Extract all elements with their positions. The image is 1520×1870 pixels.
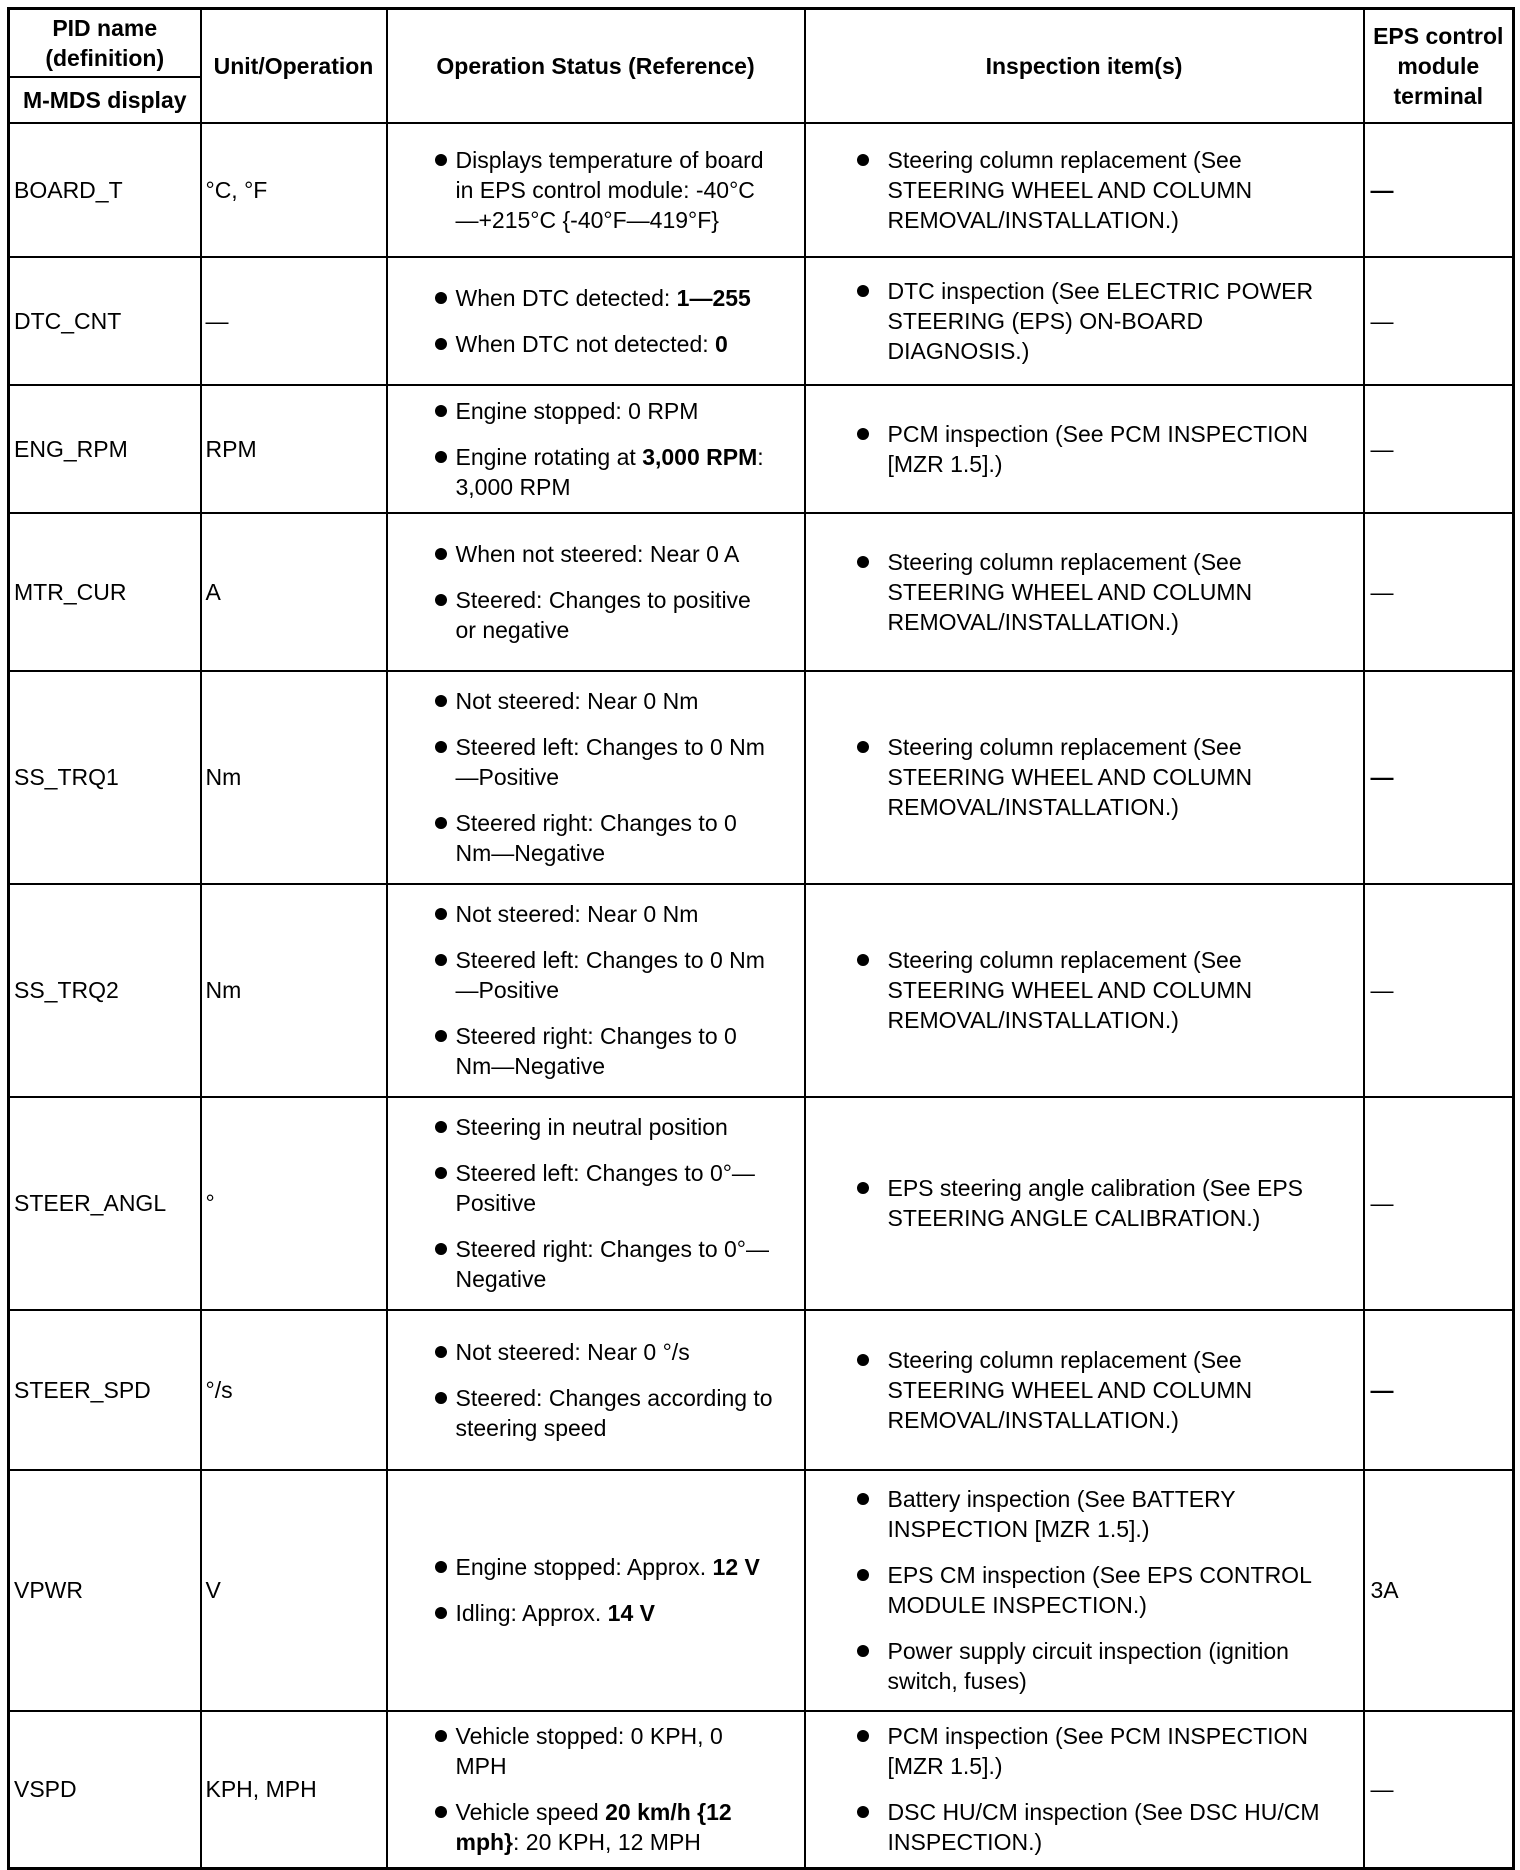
- operation-status-cell: [387, 385, 805, 513]
- operation-status-cell: [387, 1310, 805, 1470]
- status-item: [426, 1721, 776, 1781]
- terminal-cell: —: [1364, 385, 1514, 513]
- header-status: Operation Status (Reference): [387, 9, 805, 123]
- inspection-cell: [805, 257, 1364, 385]
- pid-name-cell: BOARD_T: [9, 123, 201, 257]
- inspection-cell: [805, 1310, 1364, 1470]
- header-mmds: M-MDS display: [9, 77, 201, 123]
- operation-status-cell: [387, 1711, 805, 1869]
- table-row: [9, 884, 1514, 1097]
- pid-name-cell: ENG_RPM: [9, 385, 201, 513]
- status-item: [426, 329, 776, 359]
- inspection-item: PCM inspection (See PCM INSPECTION [MZR 1.5].): [848, 419, 1347, 479]
- status-item: Not steered: Near 0 Nm: [426, 899, 776, 929]
- unit-cell: KPH, MPH: [201, 1711, 387, 1869]
- status-text: Engine stopped: 0 RPM: [455, 397, 699, 424]
- terminal-cell: —: [1364, 1097, 1514, 1310]
- inspection-item: Steering column replacement (See STEERING WHEEL AND COLUMN REMOVAL/INSTALLATION.): [848, 145, 1347, 235]
- inspection-cell: [805, 1097, 1364, 1310]
- terminal-cell: —: [1364, 884, 1514, 1097]
- status-item: Steered right: Changes to 0°—Negative: [426, 1234, 776, 1294]
- status-item: Displays temperature of board in EPS control module: -40°C—+215°C {-40°F—419°F}: [426, 145, 776, 235]
- status-text: Engine rotating at: [455, 443, 643, 470]
- status-item: [426, 396, 776, 426]
- inspection-cell: [805, 513, 1364, 671]
- unit-cell: —: [201, 257, 387, 385]
- table-row: [9, 1711, 1514, 1869]
- inspection-cell: [805, 884, 1364, 1097]
- pid-table: [7, 7, 1515, 1870]
- status-text: Engine stopped: Approx.: [455, 1554, 713, 1580]
- unit-cell: °C, °F: [201, 123, 387, 257]
- inspection-item: Steering column replacement (See STEERING WHEEL AND COLUMN REMOVAL/INSTALLATION.): [848, 732, 1347, 822]
- unit-cell: RPM: [201, 385, 387, 513]
- operation-status-cell: [387, 671, 805, 884]
- pid-name-cell: MTR_CUR: [9, 513, 201, 671]
- status-item: Steered: Changes to positive or negative: [426, 585, 776, 645]
- terminal-cell: —: [1364, 1711, 1514, 1869]
- inspection-cell: [805, 1470, 1364, 1711]
- status-text: : 3,000 RPM: [455, 443, 764, 500]
- status-item: [426, 283, 776, 313]
- status-item: Steered right: Changes to 0 Nm—Negative: [426, 1021, 776, 1081]
- terminal-cell: 3A: [1364, 1470, 1514, 1711]
- status-item: Steered left: Changes to 0 Nm—Positive: [426, 732, 776, 792]
- terminal-cell: —: [1364, 1310, 1514, 1470]
- inspection-cell: [805, 385, 1364, 513]
- status-item: When not steered: Near 0 A: [426, 539, 776, 569]
- status-item: [426, 442, 776, 502]
- header-unit: Unit/Operation: [201, 9, 387, 123]
- terminal-cell: —: [1364, 513, 1514, 671]
- inspection-item: PCM inspection (See PCM INSPECTION [MZR 1.5].): [848, 1721, 1347, 1781]
- table-row: [9, 257, 1514, 385]
- status-value: 14 V: [607, 1600, 655, 1626]
- status-item: [426, 1797, 776, 1857]
- table-body: [9, 123, 1514, 1869]
- table-row: [9, 1310, 1514, 1470]
- unit-cell: A: [201, 513, 387, 671]
- header-inspection: Inspection item(s): [805, 9, 1364, 123]
- status-item: Not steered: Near 0 °/s: [426, 1337, 776, 1367]
- status-value: 0: [715, 330, 728, 357]
- status-text: Vehicle speed: [455, 1799, 606, 1826]
- table-row: [9, 1097, 1514, 1310]
- inspection-item: Battery inspection (See BATTERY INSPECTION [MZR 1.5].): [848, 1484, 1347, 1544]
- unit-cell: Nm: [201, 884, 387, 1097]
- status-item: Not steered: Near 0 Nm: [426, 686, 776, 716]
- inspection-cell: [805, 671, 1364, 884]
- pid-name-cell: STEER_ANGL: [9, 1097, 201, 1310]
- inspection-item: Steering column replacement (See STEERING WHEEL AND COLUMN REMOVAL/INSTALLATION.): [848, 547, 1347, 637]
- status-text: When DTC detected:: [455, 284, 677, 311]
- table-header: [9, 9, 1514, 123]
- terminal-cell: —: [1364, 671, 1514, 884]
- table-row: [9, 123, 1514, 257]
- status-value: 1—255: [676, 284, 751, 311]
- status-value: 20 km/h {12 mph}: [455, 1799, 732, 1856]
- status-text: : 20 KPH, 12 MPH: [513, 1829, 701, 1856]
- unit-cell: °/s: [201, 1310, 387, 1470]
- status-item: Steering in neutral position: [426, 1112, 776, 1142]
- status-item: Steered: Changes according to steering speed: [426, 1383, 776, 1443]
- status-text: When DTC not detected:: [455, 330, 716, 357]
- operation-status-cell: [387, 1097, 805, 1310]
- header-pid-name: PID name (definition): [9, 9, 201, 77]
- status-item: Steered left: Changes to 0°—Positive: [426, 1158, 776, 1218]
- table-row: [9, 513, 1514, 671]
- table-row: [9, 1470, 1514, 1711]
- inspection-item: EPS CM inspection (See EPS CONTROL MODULE INSPECTION.): [848, 1560, 1347, 1620]
- operation-status-cell: [387, 513, 805, 671]
- inspection-item: DTC inspection (See ELECTRIC POWER STEERING (EPS) ON-BOARD DIAGNOSIS.): [848, 276, 1347, 366]
- unit-cell: Nm: [201, 671, 387, 884]
- unit-cell: °: [201, 1097, 387, 1310]
- status-text: Vehicle stopped: 0 KPH, 0 MPH: [455, 1723, 723, 1780]
- inspection-item: Steering column replacement (See STEERING WHEEL AND COLUMN REMOVAL/INSTALLATION.): [848, 945, 1347, 1035]
- status-item: [426, 1552, 776, 1582]
- terminal-cell: —: [1364, 123, 1514, 257]
- pid-name-cell: SS_TRQ2: [9, 884, 201, 1097]
- operation-status-cell: [387, 257, 805, 385]
- pid-name-cell: SS_TRQ1: [9, 671, 201, 884]
- operation-status-cell: [387, 123, 805, 257]
- inspection-item: Steering column replacement (See STEERING WHEEL AND COLUMN REMOVAL/INSTALLATION.): [848, 1345, 1347, 1435]
- table-row: [9, 385, 1514, 513]
- header-terminal: EPS control module terminal: [1364, 9, 1514, 123]
- pid-name-cell: DTC_CNT: [9, 257, 201, 385]
- table-row: [9, 671, 1514, 884]
- status-value: 3,000 RPM: [642, 443, 758, 470]
- status-value: 12 V: [712, 1554, 760, 1580]
- pid-name-cell: STEER_SPD: [9, 1310, 201, 1470]
- pid-name-cell: VPWR: [9, 1470, 201, 1711]
- inspection-item: EPS steering angle calibration (See EPS STEERING ANGLE CALIBRATION.): [848, 1173, 1347, 1233]
- operation-status-cell: [387, 884, 805, 1097]
- inspection-item: Power supply circuit inspection (ignition switch, fuses): [848, 1636, 1347, 1696]
- status-text: Idling: Approx.: [455, 1600, 608, 1626]
- operation-status-cell: [387, 1470, 805, 1711]
- terminal-cell: —: [1364, 257, 1514, 385]
- pid-name-cell: VSPD: [9, 1711, 201, 1869]
- unit-cell: V: [201, 1470, 387, 1711]
- status-item: Steered right: Changes to 0 Nm—Negative: [426, 808, 776, 868]
- status-item: Steered left: Changes to 0 Nm—Positive: [426, 945, 776, 1005]
- status-item: [426, 1598, 776, 1628]
- inspection-cell: [805, 1711, 1364, 1869]
- inspection-cell: [805, 123, 1364, 257]
- inspection-item: DSC HU/CM inspection (See DSC HU/CM INSPECTION.): [848, 1797, 1347, 1857]
